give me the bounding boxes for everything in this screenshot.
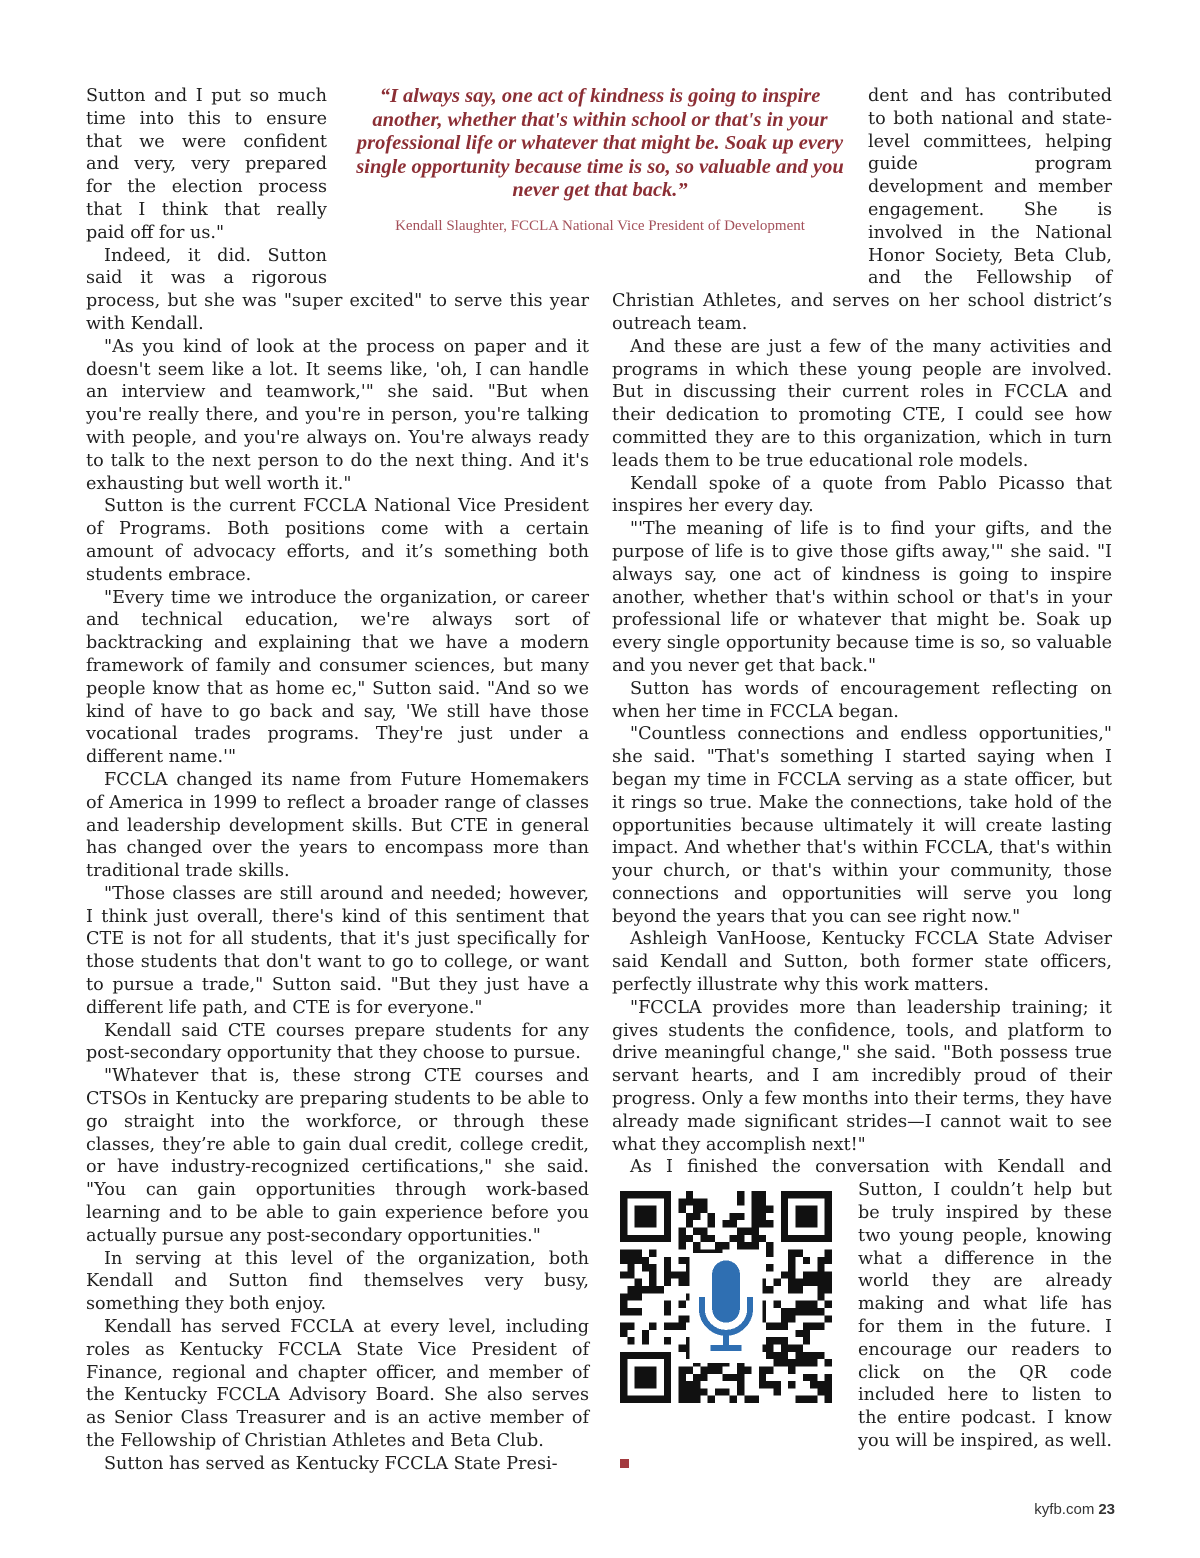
qr-module	[700, 1199, 707, 1206]
qr-module	[752, 1191, 759, 1198]
closing-text-end: ton, I couldn’t help but be truly inspired by these two young people, knowing what a difference in the world they are already making and what life has for them in the future. I encourage our readers to click on the QR code included here to listen to the entire podcast. I know you will be inspired, as well.	[858, 1180, 1112, 1452]
qr-module	[649, 1323, 656, 1330]
qr-module	[810, 1352, 817, 1359]
paragraph: Sutton has words of encouragement reflecting on when her time in FCCLA began.	[612, 678, 1112, 722]
qr-module	[752, 1396, 759, 1403]
qr-module	[737, 1199, 744, 1206]
qr-module	[781, 1337, 788, 1344]
paragraph: "Those classes are still around and needed; however, I think just overall, there's kind of this sentiment that CTE is not for all students, that it's just specifically for those students that don't want to go to college, or want to pursue a trade," Sutton said. "But they just have a different life path, and CTE is for everyone."	[86, 883, 589, 1018]
qr-module	[825, 1279, 832, 1286]
qr-module	[627, 1264, 634, 1271]
qr-module	[803, 1323, 810, 1330]
paragraph: dent and has contributed to both national and state-level committees, helping guide program development and member engagement. She is involved in the National Honor Society, Beta Club, and the Fellowship of Christian Athletes, and serves on her school district’s outreach team.	[612, 86, 1112, 334]
qr-module	[744, 1396, 751, 1403]
qr-module	[693, 1396, 700, 1403]
qr-module	[737, 1374, 744, 1381]
qr-module	[810, 1308, 817, 1315]
qr-module	[810, 1279, 817, 1286]
qr-module	[627, 1294, 634, 1301]
paragraph: Kendall spoke of a quote from Pablo Picasso that inspires her every day.	[612, 473, 1112, 517]
qr-module	[635, 1308, 642, 1315]
paragraph: Kendall has served FCCLA at every level, including roles as Kentucky FCCLA State Vice President of Finance, regional and chapter officer, and member of the Kentucky FCCLA Advisory Board. She also serves as Senior Class Treasurer and is an active member of the Fellowship of Christian Athletes and Beta Club.	[86, 1317, 589, 1452]
qr-module	[649, 1286, 656, 1293]
qr-module	[759, 1220, 766, 1227]
qr-module	[781, 1272, 788, 1279]
qr-module	[759, 1206, 766, 1213]
qr-module	[788, 1286, 795, 1293]
paragraph: "Every time we introduce the organization, or career and technical education, we're always sort of backtracking and explaining that we have a modern framework of family and consumer sciences, but many people know that as home ec," Sutton said. "And so we kind of have to go back and say, 'We still have those vocational trades programs. They're just under a different name.'"	[86, 587, 589, 768]
qr-module	[759, 1381, 766, 1388]
qr-module	[795, 1345, 802, 1352]
qr-module	[635, 1294, 642, 1301]
qr-module	[620, 1257, 627, 1264]
qr-module	[766, 1242, 773, 1249]
qr-module	[686, 1191, 693, 1198]
qr-module	[781, 1359, 788, 1366]
qr-module	[795, 1330, 802, 1337]
qr-module	[781, 1308, 788, 1315]
qr-module	[795, 1250, 802, 1257]
qr-module	[825, 1389, 832, 1396]
qr-module	[774, 1381, 781, 1388]
qr-module	[664, 1272, 671, 1279]
qr-module	[722, 1389, 729, 1396]
qr-module	[788, 1257, 795, 1264]
qr-module	[620, 1308, 627, 1315]
qr-module	[817, 1352, 824, 1359]
qr-module	[627, 1286, 634, 1293]
paragraph: FCCLA changed its name from Future Homemakers of America in 1999 to reflect a broader range of classes and leadership development skills. But CTE in general has changed over the years to encompass more than traditional trade skills.	[86, 769, 589, 882]
qr-module	[774, 1352, 781, 1359]
qr-module	[766, 1323, 773, 1330]
qr-module	[708, 1213, 715, 1220]
qr-module	[642, 1337, 649, 1344]
qr-module	[635, 1286, 642, 1293]
qr-module	[766, 1381, 773, 1388]
qr-module	[825, 1381, 832, 1388]
qr-module	[678, 1242, 685, 1249]
qr-module	[686, 1199, 693, 1206]
qr-module	[817, 1279, 824, 1286]
qr-module	[803, 1257, 810, 1264]
qr-module	[795, 1352, 802, 1359]
paragraph: "'The meaning of life is to find your gifts, and the purpose of life is to give those gifts away,'" she said. "I always say, one act of kindness is going to inspire another, whether that's within school or that's in your professional life or whatever that might be. Soak up every single opportunity because time is so, so valuable and you never get that back."	[612, 519, 1112, 676]
qr-module	[635, 1279, 642, 1286]
qr-module	[693, 1228, 700, 1235]
qr-module	[700, 1374, 707, 1381]
qr-module	[737, 1213, 744, 1220]
qr-module	[678, 1272, 685, 1279]
qr-module	[686, 1367, 693, 1374]
qr-module	[693, 1206, 700, 1213]
qr-finder-center	[635, 1367, 657, 1389]
qr-module	[774, 1359, 781, 1366]
qr-module	[744, 1367, 751, 1374]
qr-module	[759, 1213, 766, 1220]
qr-module	[752, 1220, 759, 1227]
qr-module	[730, 1213, 737, 1220]
qr-module	[817, 1294, 824, 1301]
qr-module	[620, 1250, 627, 1257]
paragraph: Sutton is the current FCCLA National Vice President of Programs. Both positions come with a certain amount of advocacy efforts, and it’s something both students embrace.	[86, 496, 589, 585]
qr-module	[700, 1228, 707, 1235]
qr-module	[708, 1220, 715, 1227]
qr-module	[788, 1272, 795, 1279]
qr-module	[700, 1235, 707, 1242]
qr-module	[817, 1264, 824, 1271]
qr-module	[759, 1191, 766, 1198]
qr-module	[817, 1389, 824, 1396]
qr-module	[759, 1367, 766, 1374]
qr-finder-center	[795, 1206, 817, 1228]
qr-module	[744, 1228, 751, 1235]
qr-module	[678, 1345, 685, 1352]
qr-module	[693, 1242, 700, 1249]
qr-module	[766, 1337, 773, 1344]
qr-module	[730, 1235, 737, 1242]
left-column	[86, 85, 589, 1476]
qr-module	[620, 1323, 627, 1330]
qr-module	[774, 1279, 781, 1286]
qr-module	[795, 1286, 802, 1293]
qr-module	[678, 1367, 685, 1374]
qr-module	[722, 1242, 729, 1249]
qr-module	[678, 1206, 685, 1213]
page-footer	[1034, 1501, 1115, 1518]
qr-module	[715, 1389, 722, 1396]
qr-module	[825, 1272, 832, 1279]
qr-module	[810, 1301, 817, 1308]
qr-finder-center	[635, 1206, 657, 1228]
paragraph: Sutton and I put so much time into this to ensure that we were confident and very, very prepared for the election process that I think that really paid off for us."	[86, 86, 327, 243]
qr-module	[803, 1359, 810, 1366]
paragraph: "FCCLA provides more than leadership training; it gives students the confidence, tools, and platform to drive meaningful change," she said. "Both possess true servant hearts, and I am incredibly proud of their progress. Only a few months into their terms, they have already made significant strides—I cannot wait to see what they accomplish next!"	[612, 997, 1112, 1155]
qr-module	[810, 1323, 817, 1330]
closing-paragraph	[612, 1156, 1112, 1475]
qr-module	[722, 1374, 729, 1381]
qr-module	[678, 1381, 685, 1388]
qr-module	[737, 1191, 744, 1198]
paragraph: "As you kind of look at the process on paper and it doesn't seem like a lot. It seems like, 'oh, I can handle an interview and teamwork,'" she said. "But when you're really there, and you're in person, you're talking with people, and you're always on. You're always ready to talk to the next person to do the next thing. And it's exhausting but well worth it."	[86, 336, 589, 494]
qr-module	[686, 1381, 693, 1388]
qr-module	[825, 1301, 832, 1308]
paragraph: And these are just a few of the many activities and programs in which these young people are involved. But in discussing their current roles in FCCLA and their dedication to promoting CTE, I could see how committed they are to this organization, which in turn leads them to be true educational role models.	[612, 336, 1112, 471]
qr-code-graphic[interactable]	[620, 1191, 832, 1403]
qr-module	[795, 1301, 802, 1308]
qr-module	[671, 1272, 678, 1279]
qr-module	[766, 1345, 773, 1352]
qr-module	[678, 1396, 685, 1403]
qr-module	[664, 1264, 671, 1271]
qr-module	[825, 1316, 832, 1323]
pull-quote-spacer	[612, 85, 868, 290]
qr-module	[678, 1301, 685, 1308]
qr-module	[810, 1381, 817, 1388]
qr-module	[803, 1330, 810, 1337]
paragraph: In serving at this level of the organization, both Kendall and Sutton find themselves very busy, something they both enjoy.	[86, 1248, 589, 1315]
qr-module	[759, 1235, 766, 1242]
qr-module	[795, 1279, 802, 1286]
qr-module	[817, 1257, 824, 1264]
qr-module	[788, 1359, 795, 1366]
end-of-article-mark	[620, 1459, 629, 1468]
qr-module	[810, 1396, 817, 1403]
qr-module	[664, 1323, 671, 1330]
qr-module	[686, 1235, 693, 1242]
qr-module	[825, 1374, 832, 1381]
qr-module	[620, 1272, 627, 1279]
qr-module	[708, 1396, 715, 1403]
qr-module	[635, 1257, 642, 1264]
qr-module	[722, 1220, 729, 1227]
qr-module	[664, 1301, 671, 1308]
qr-module	[678, 1279, 685, 1286]
qr-module	[803, 1337, 810, 1344]
qr-module	[686, 1213, 693, 1220]
qr-module	[788, 1264, 795, 1271]
qr-module	[737, 1367, 744, 1374]
qr-module	[774, 1337, 781, 1344]
qr-module	[803, 1301, 810, 1308]
qr-module	[817, 1323, 824, 1330]
qr-module	[730, 1374, 737, 1381]
qr-module	[664, 1257, 671, 1264]
closing-text-start: As I finished the conversation with Kendall and Sut	[630, 1157, 1112, 1201]
qr-module	[737, 1389, 744, 1396]
qr-module	[730, 1396, 737, 1403]
qr-module	[803, 1279, 810, 1286]
qr-module	[693, 1381, 700, 1388]
qr-module	[774, 1323, 781, 1330]
pull-quote-attribution: Kendall Slaughter, FCCLA National Vice President of Development	[395, 217, 805, 234]
qr-module	[715, 1367, 722, 1374]
qr-module	[817, 1381, 824, 1388]
qr-module	[649, 1272, 656, 1279]
qr-module	[642, 1257, 649, 1264]
qr-module	[825, 1286, 832, 1293]
qr-module	[678, 1199, 685, 1206]
qr-module	[664, 1337, 671, 1344]
paragraph: "Whatever that is, these strong CTE courses and CTSOs in Kentucky are preparing students to be able to go straight into the workforce, or through these classes, they’re able to gain dual credit, college credit, or have industry-recognized certifications," she said. "You can gain opportunities through work-based learning and to be able to gain experience before you actually pursue any post-secondary opportunities."	[86, 1066, 589, 1246]
qr-module	[766, 1250, 773, 1257]
qr-module	[759, 1374, 766, 1381]
qr-module	[627, 1272, 634, 1279]
qr-module	[657, 1286, 664, 1293]
qr-module	[678, 1235, 685, 1242]
qr-module	[788, 1250, 795, 1257]
qr-module	[627, 1257, 634, 1264]
qr-module	[752, 1235, 759, 1242]
qr-module	[627, 1250, 634, 1257]
qr-module	[730, 1220, 737, 1227]
qr-module	[627, 1323, 634, 1330]
qr-module	[788, 1279, 795, 1286]
qr-module	[678, 1374, 685, 1381]
paragraph: Ashleigh VanHoose, Kentucky FCCLA State Adviser said Kendall and Sutton, both former state officers, perfectly illustrate why this work matters.	[612, 929, 1112, 996]
podcast-qr-code[interactable]	[612, 1181, 858, 1431]
qr-module	[752, 1228, 759, 1235]
qr-module	[752, 1206, 759, 1213]
qr-module	[693, 1199, 700, 1206]
qr-module	[766, 1286, 773, 1293]
qr-module	[678, 1323, 685, 1330]
qr-module	[693, 1389, 700, 1396]
qr-module	[635, 1250, 642, 1257]
qr-module	[774, 1389, 781, 1396]
qr-module	[737, 1228, 744, 1235]
qr-module	[752, 1242, 759, 1249]
qr-module	[788, 1316, 795, 1323]
footer-site: kyfb.com	[1034, 1501, 1095, 1518]
qr-module	[627, 1308, 634, 1315]
qr-module	[781, 1345, 788, 1352]
qr-module	[766, 1206, 773, 1213]
qr-module	[715, 1242, 722, 1249]
qr-module	[788, 1367, 795, 1374]
qr-module	[686, 1220, 693, 1227]
qr-module	[766, 1220, 773, 1227]
qr-module	[788, 1381, 795, 1388]
qr-module	[708, 1235, 715, 1242]
qr-module	[627, 1337, 634, 1344]
qr-module	[708, 1367, 715, 1374]
qr-module	[744, 1242, 751, 1249]
qr-module	[795, 1308, 802, 1315]
qr-module	[759, 1199, 766, 1206]
qr-module	[817, 1308, 824, 1315]
qr-module	[795, 1359, 802, 1366]
qr-module	[825, 1359, 832, 1366]
qr-module	[678, 1389, 685, 1396]
qr-module	[737, 1242, 744, 1249]
qr-module	[693, 1374, 700, 1381]
page-number: 23	[1098, 1501, 1115, 1518]
qr-module	[766, 1264, 773, 1271]
qr-module	[620, 1294, 627, 1301]
qr-module	[620, 1301, 627, 1308]
qr-module	[686, 1396, 693, 1403]
qr-module	[817, 1286, 824, 1293]
paragraph: Kendall said CTE courses prepare students for any post-secondary opportunity that they choose to pursue.	[86, 1020, 589, 1064]
qr-module	[737, 1235, 744, 1242]
qr-module	[825, 1250, 832, 1257]
qr-module	[803, 1308, 810, 1315]
qr-module	[781, 1352, 788, 1359]
qr-module	[649, 1264, 656, 1271]
qr-module	[686, 1389, 693, 1396]
qr-module	[678, 1228, 685, 1235]
qr-module	[620, 1330, 627, 1337]
paragraph: Indeed, it did. Sutton said it was a rigorous process, but she was "super excited" to serve this year with Kendall.	[86, 245, 589, 334]
paragraph: "Countless connections and endless opportunities," she said. "That's something I started saying when I began my time in FCCLA serving as a state officer, but it rings so true. Make the connections, take hold of the opportunities because ultimately it will create lasting impact. And whether that's within FCCLA, that's within your church, or that's within your community, those connections and opportunities will serve you long beyond the years that you can see right now."	[612, 724, 1112, 927]
qr-module	[737, 1381, 744, 1388]
qr-module	[678, 1316, 685, 1323]
qr-module	[803, 1374, 810, 1381]
qr-module	[678, 1257, 685, 1264]
qr-module	[774, 1301, 781, 1308]
pull-quote-text: “I always say, one act of kindness is going to inspire another, whether that's within school or that's in your professional life or whatever that might be. Soak up every single opportunity because time is so, so valuable and you never get that back.”	[356, 85, 844, 202]
qr-module	[649, 1279, 656, 1286]
qr-module	[781, 1316, 788, 1323]
qr-module	[766, 1352, 773, 1359]
qr-module	[781, 1323, 788, 1330]
qr-module	[810, 1359, 817, 1366]
qr-module	[803, 1396, 810, 1403]
qr-module	[817, 1272, 824, 1279]
qr-module	[752, 1199, 759, 1206]
qr-module	[803, 1272, 810, 1279]
qr-module	[693, 1213, 700, 1220]
qr-module	[700, 1206, 707, 1213]
qr-module	[766, 1367, 773, 1374]
qr-module	[671, 1323, 678, 1330]
qr-module	[825, 1257, 832, 1264]
qr-module	[788, 1345, 795, 1352]
qr-module	[803, 1352, 810, 1359]
qr-module	[642, 1264, 649, 1271]
qr-module	[825, 1396, 832, 1403]
qr-module	[700, 1367, 707, 1374]
qr-module	[649, 1250, 656, 1257]
qr-module	[700, 1389, 707, 1396]
qr-module	[795, 1396, 802, 1403]
right-column	[612, 85, 1112, 1476]
qr-module	[642, 1286, 649, 1293]
qr-module	[810, 1374, 817, 1381]
paragraph: Sutton has served as Kentucky FCCLA State Presi-	[104, 1453, 558, 1474]
qr-module	[642, 1330, 649, 1337]
qr-module	[788, 1308, 795, 1315]
qr-module	[664, 1308, 671, 1315]
qr-module	[810, 1272, 817, 1279]
qr-module	[664, 1279, 671, 1286]
qr-module	[752, 1213, 759, 1220]
